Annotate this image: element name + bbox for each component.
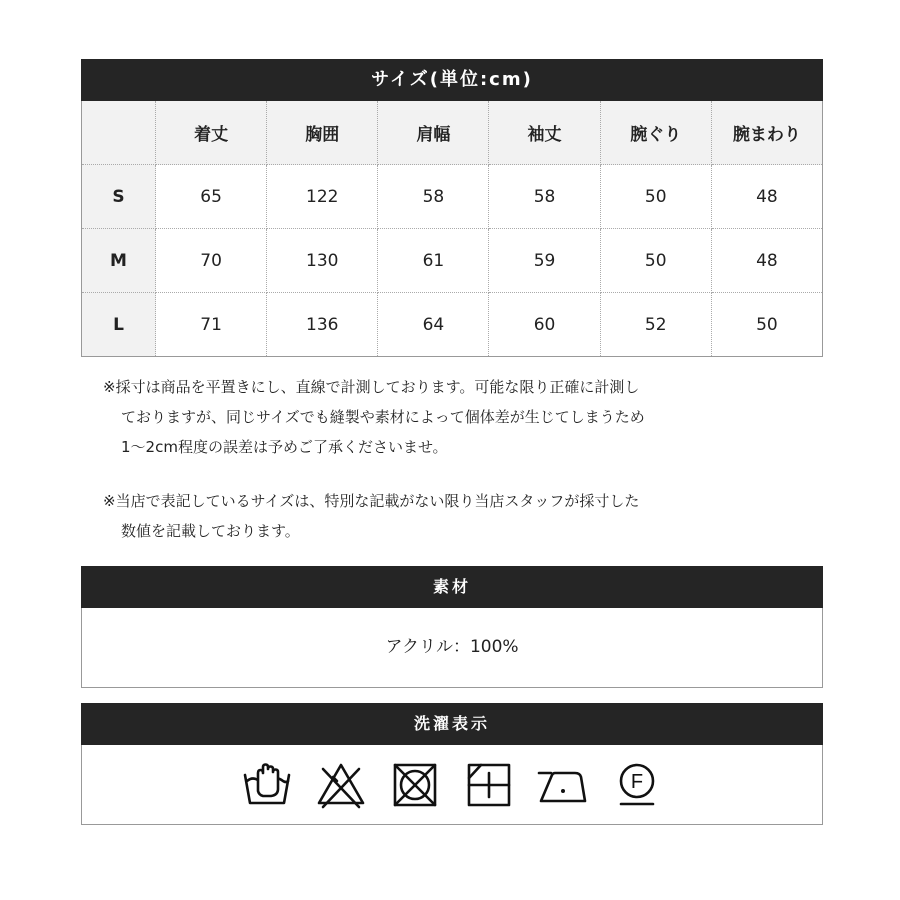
dry-clean-letter: F: [630, 770, 644, 793]
table-cell: 48: [711, 165, 822, 229]
column-header: 腕まわり: [711, 101, 822, 165]
table-cell: 60: [489, 293, 600, 357]
material-title: 素材: [81, 566, 823, 608]
table-cell: 122: [267, 165, 378, 229]
row-header-size: L: [82, 293, 156, 357]
size-table: [81, 101, 823, 357]
table-cell: 136: [267, 293, 378, 357]
no-tumble-dry-icon: [389, 761, 441, 809]
table-cell: 71: [156, 293, 267, 357]
material-section: [81, 566, 823, 688]
material-value: アクリル：100%: [81, 608, 823, 688]
size-table-title: サイズ(単位:cm): [81, 59, 823, 101]
table-cell: 65: [156, 165, 267, 229]
table-row: [82, 293, 823, 357]
table-cell: 64: [378, 293, 489, 357]
column-header: 胸囲: [267, 101, 378, 165]
hand-wash-icon: [241, 761, 293, 809]
note-line: 数値を記載しております。: [121, 522, 300, 540]
table-cell: 61: [378, 229, 489, 293]
dry-clean-f-icon: [611, 761, 663, 809]
column-header: 肩幅: [378, 101, 489, 165]
column-header: 着丈: [156, 101, 267, 165]
no-bleach-icon: [315, 761, 367, 809]
note-line: ※採寸は商品を平置きにし、直線で計測しております。可能な限り正確に計測し: [103, 378, 640, 396]
table-cell: 59: [489, 229, 600, 293]
care-section: [81, 703, 823, 825]
row-header-size: S: [82, 165, 156, 229]
table-cell: 58: [489, 165, 600, 229]
table-row: [82, 165, 823, 229]
note-line: ておりますが、同じサイズでも縫製や素材によって個体差が生じてしまうため: [121, 408, 645, 426]
table-cell: 50: [600, 229, 711, 293]
note-line: 1～2cm程度の誤差は予めご了承くださいませ。: [121, 438, 448, 456]
column-header: 腕ぐり: [600, 101, 711, 165]
table-cell: 130: [267, 229, 378, 293]
table-row: [82, 229, 823, 293]
column-header-empty: [82, 101, 156, 165]
row-header-size: M: [82, 229, 156, 293]
care-icons-row: [81, 745, 823, 825]
table-header-row: [82, 101, 823, 165]
column-header: 袖丈: [489, 101, 600, 165]
table-cell: 50: [711, 293, 822, 357]
table-cell: 50: [600, 165, 711, 229]
iron-low-icon: [537, 761, 589, 809]
note-line: ※当店で表記しているサイズは、特別な記載がない限り当店スタッフが採寸した: [103, 492, 640, 510]
size-notation-note: [103, 486, 783, 546]
table-cell: 70: [156, 229, 267, 293]
size-section: [81, 59, 823, 357]
drip-dry-shade-icon: [463, 761, 515, 809]
table-cell: 58: [378, 165, 489, 229]
table-cell: 52: [600, 293, 711, 357]
table-cell: 48: [711, 229, 822, 293]
measurement-note: [103, 372, 783, 462]
care-title: 洗濯表示: [81, 703, 823, 745]
